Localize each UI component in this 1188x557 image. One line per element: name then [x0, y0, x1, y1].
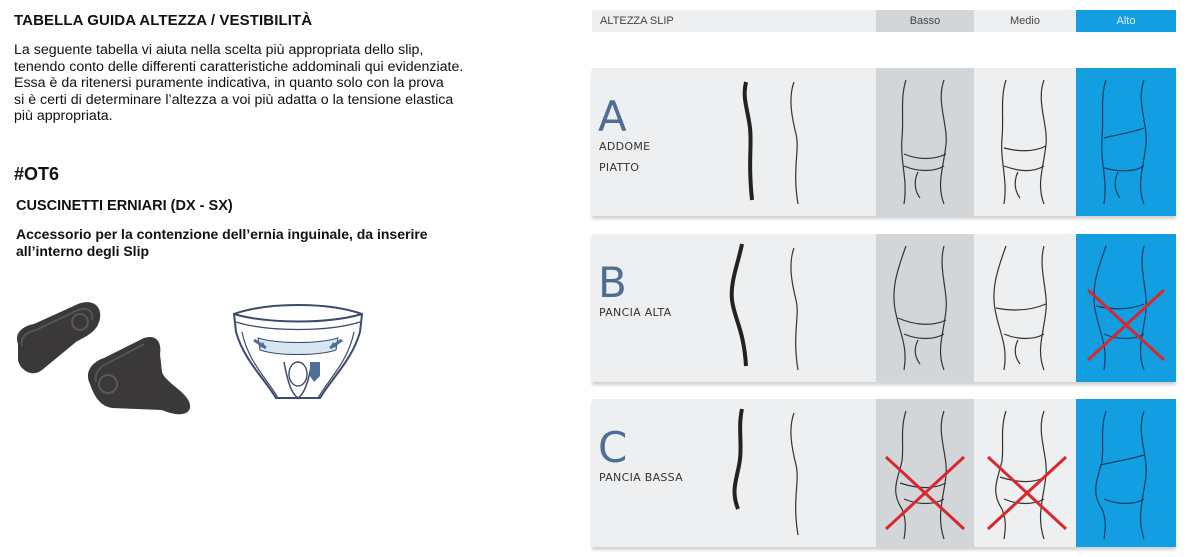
- row-label-line: PIATTO: [599, 161, 640, 174]
- intro-paragraph: [14, 42, 554, 125]
- row-letter: C: [598, 423, 628, 472]
- intro-line: tenendo conto delle differenti caratteristiche addominali qui evidenziate.: [14, 58, 464, 75]
- header-alto: Alto: [1076, 10, 1176, 32]
- header-basso: Basso: [876, 10, 974, 32]
- description-line: Accessorio per la contenzione dell’ernia inguinale, da inserire: [16, 226, 428, 242]
- cross-mark-alto: [1088, 290, 1164, 360]
- row-a-figures: [592, 68, 1176, 216]
- pad-right-icon: [88, 337, 190, 414]
- row-b-figures: [592, 234, 1176, 382]
- product-name: CUSCINETTI ERNIARI (DX - SX): [16, 198, 233, 214]
- table-header: [592, 10, 1176, 32]
- intro-line: si è certi di determinare l’altezza a voi più adatta o la tensione elastica: [14, 91, 454, 108]
- brief-insert-icon: [228, 302, 368, 414]
- page-title: TABELLA GUIDA ALTEZZA / VESTIBILITÀ: [14, 12, 313, 29]
- header-label: ALTEZZA SLIP: [592, 10, 876, 32]
- product-description: [16, 226, 536, 260]
- table-row-a: [592, 68, 1176, 216]
- intro-line: Essa è da ritenersi puramente indicativa, in quanto solo con la prova: [14, 75, 444, 92]
- row-c-figures: [592, 399, 1176, 547]
- cross-mark-basso: [886, 457, 964, 529]
- row-label-line: ADDOME: [599, 140, 651, 153]
- table-row-c: [592, 399, 1176, 547]
- row-letter: B: [598, 258, 627, 307]
- table-row-b: [592, 234, 1176, 382]
- hernia-pads-image: [12, 300, 202, 420]
- row-label-line: PANCIA BASSA: [599, 471, 683, 484]
- pad-left-icon: [17, 302, 100, 373]
- intro-line: più appropriata.: [14, 108, 113, 125]
- description-line: all’interno degli Slip: [16, 243, 150, 259]
- row-label-line: PANCIA ALTA: [599, 306, 672, 319]
- header-medio: Medio: [974, 10, 1076, 32]
- product-code: #OT6: [14, 164, 60, 184]
- row-letter: A: [598, 92, 627, 141]
- intro-line: La seguente tabella vi aiuta nella scelta più appropriata dello slip,: [14, 42, 424, 58]
- cross-mark-medio: [988, 457, 1066, 529]
